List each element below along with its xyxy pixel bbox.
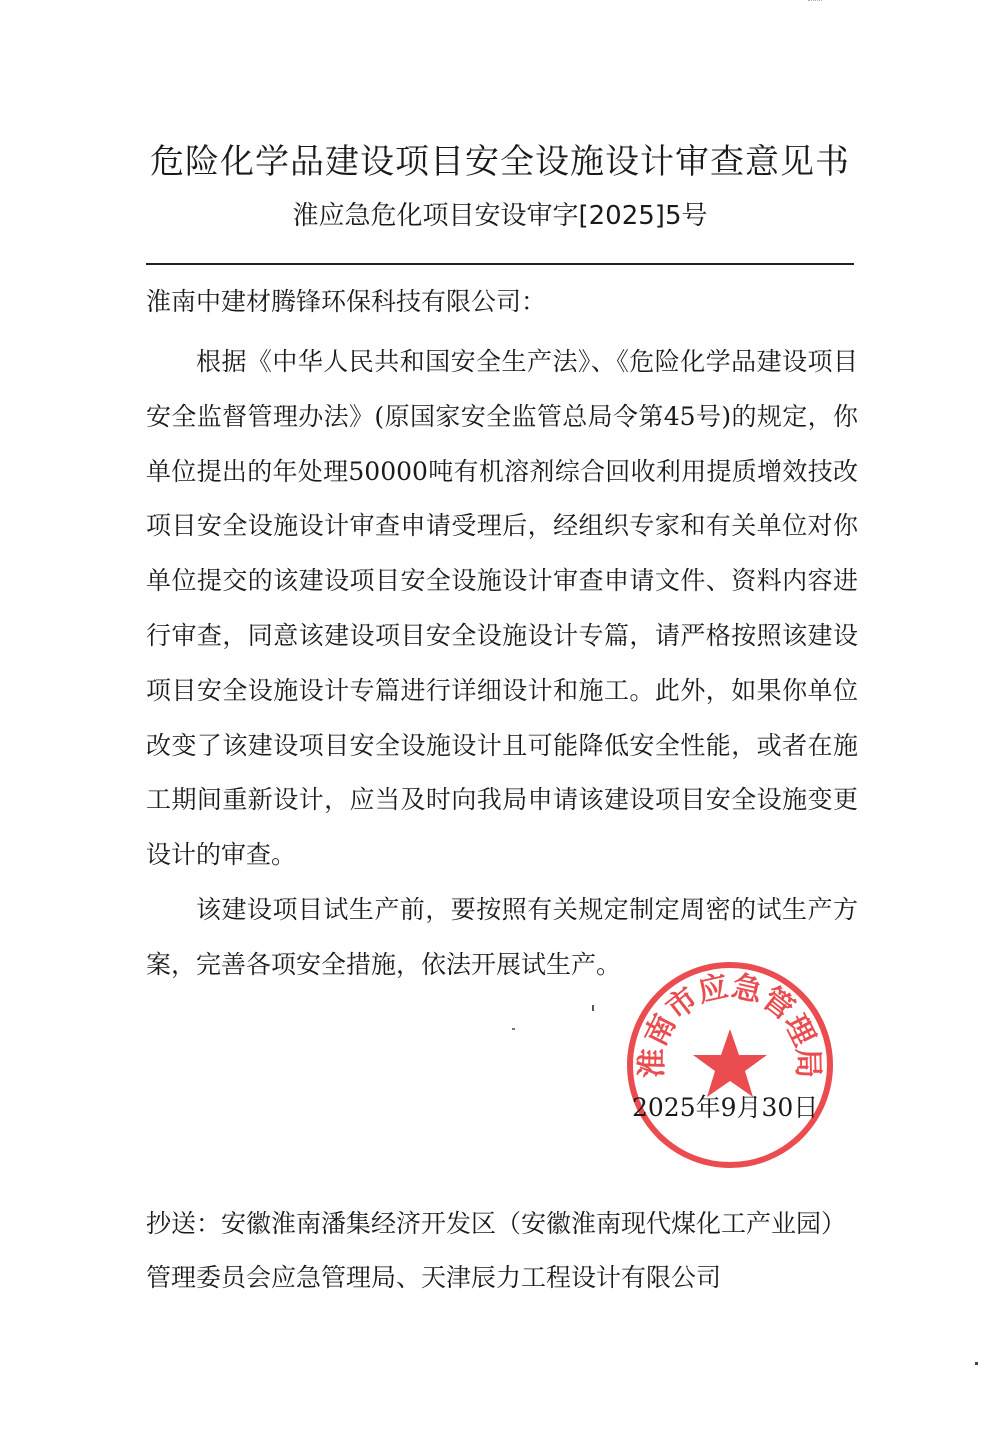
document-body — [146, 335, 858, 993]
cc-section — [146, 1197, 866, 1305]
scan-speck — [512, 1028, 515, 1030]
scan-speck — [808, 0, 822, 7]
addressee: 淮南中建材腾锋环保科技有限公司： — [146, 287, 547, 316]
scan-speck — [975, 1362, 978, 1365]
cc-line: 抄送：安徽淮南潘集经济开发区（安徽淮南现代煤化工产业园） — [146, 1209, 847, 1238]
official-seal — [610, 955, 850, 1175]
scan-speck — [592, 1005, 594, 1011]
seal-icon — [610, 955, 850, 1175]
body-paragraph: 根据《中华人民共和国安全生产法》、《危险化学品建设项目安全监督管理办法》(原国家安全监管总局令第45号)的规定，你单位提出的年处理50000吨有机溶剂综合回收利用提质增效技改项目安全设施设计审查申请受理后，经组织专家和有关单位对你单位提交的该建设项目安全设施设计审查申请文件、资料内容进行审查，同意该建设项目安全设施设计专篇，请严格按照该建设项目安全设施设计专篇进行详细设计和施工。此外，如果你单位改变了该建设项目安全设施设计且可能降低安全性能，或者在施工期间重新设计，应当及时向我局申请该建设项目安全设施变更设计的审查。 — [146, 347, 858, 870]
body-paragraph: 该建设项目试生产前，要按照有关规定制定周密的试生产方案，完善各项安全措施，依法开展试生产。 — [146, 894, 858, 979]
document-title: 危险化学品建设项目安全设施设计审查意见书 — [150, 142, 850, 182]
cc-line: 管理委员会应急管理局、天津辰力工程设计有限公司 — [146, 1263, 722, 1292]
issue-date: 2025年9月30日 — [632, 1093, 819, 1122]
seal-lettering: 淮南市应急管理局 — [634, 969, 826, 1079]
document-number: 淮应急危化项目安设审字[2025]5号 — [292, 201, 708, 231]
header-divider — [146, 263, 854, 265]
